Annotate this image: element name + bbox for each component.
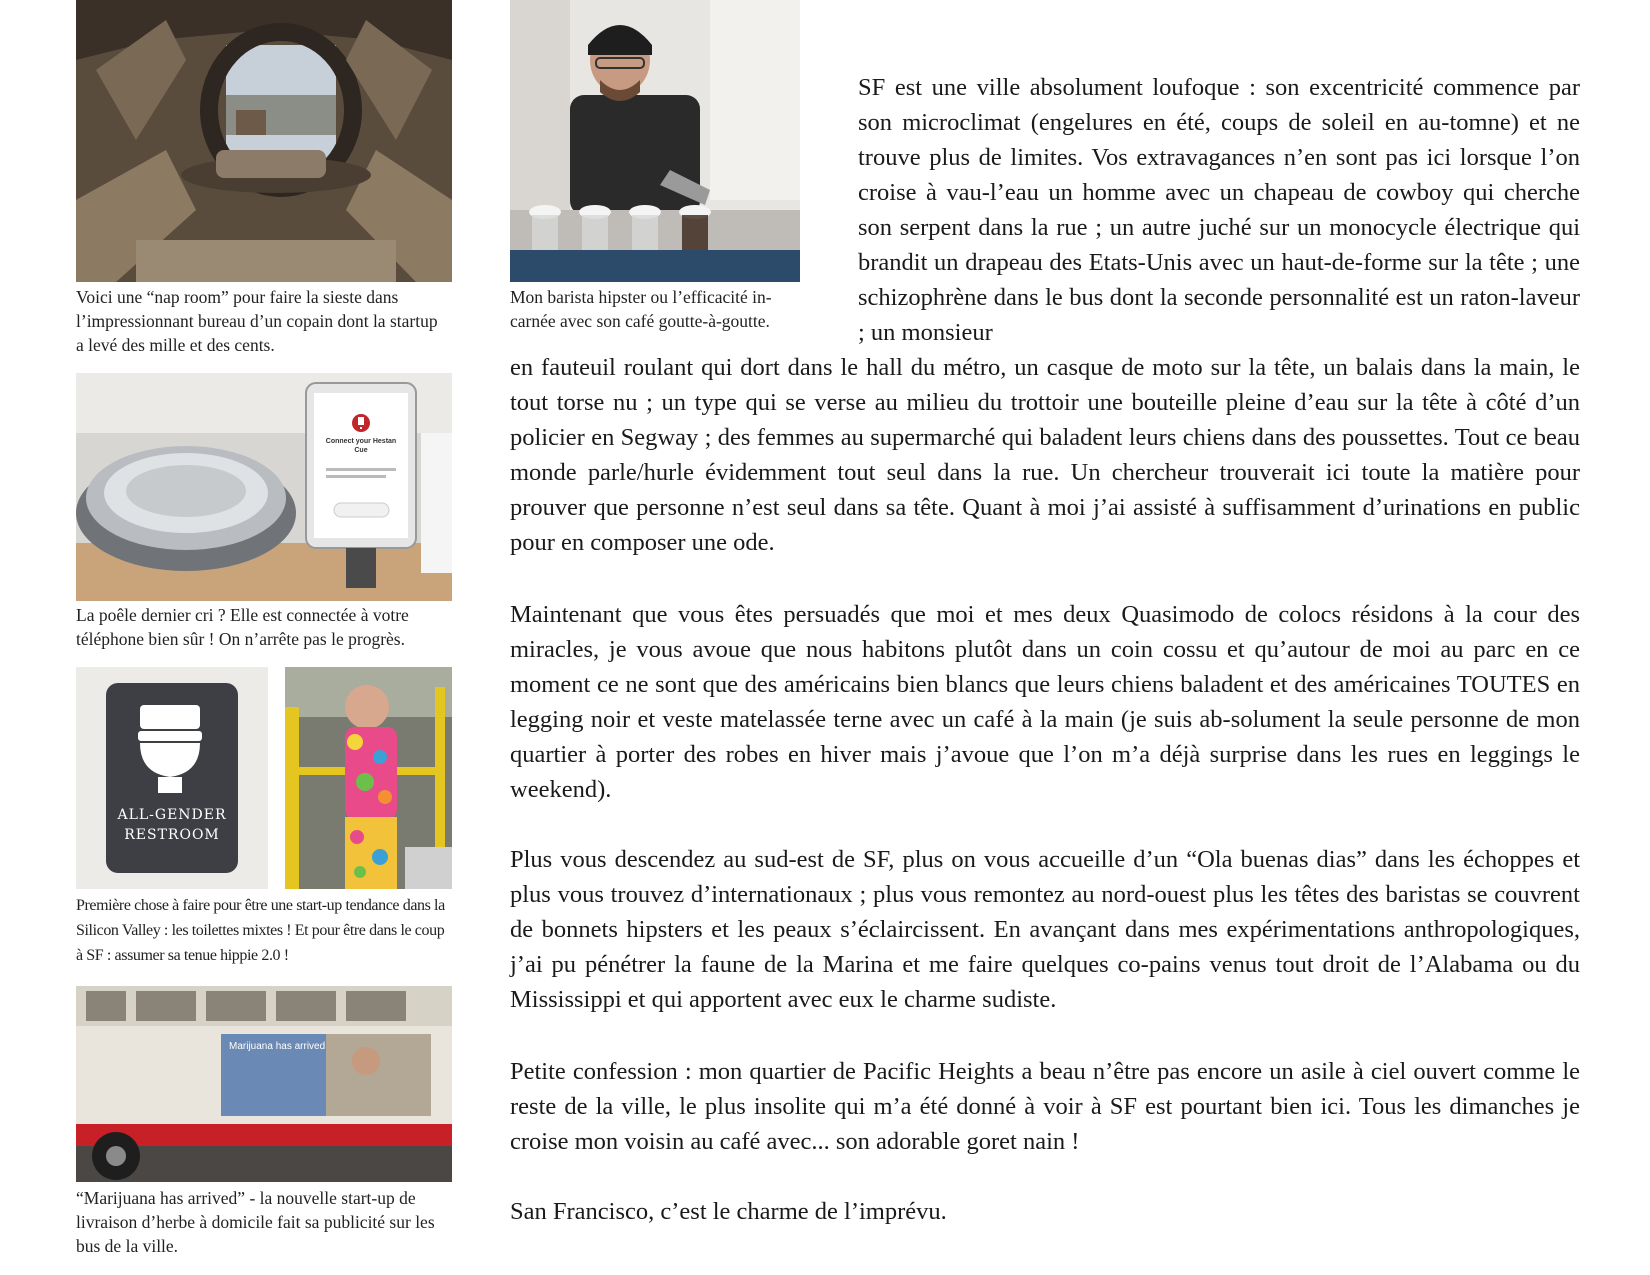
article-paragraph-3: Plus vous descendez au sud-est de SF, plus on vous accueille d’un “Ola buenas dias” dans les échoppes et plus vous trouvez d’internationaux ; plus vous remontez au nord-ouest plus les têtes des baristas se couvrent de bonnets hipsters et les peaux s’éclaircissent. En avançant dans mes expérimentations anthropologiques, j’ai pu pénétrer la faune de la Marina et me faire quelques co-pains venus tout droit de l’Alabama ou du Mississippi et qui apportent avec eux le charme sudiste. xyxy=(510,846,1580,1013)
restroom-sign-photo xyxy=(76,667,268,889)
barista-photo xyxy=(510,0,800,282)
smart-pan-photo xyxy=(76,373,452,601)
hippie-bus-photo xyxy=(285,667,452,889)
restroom-sign-line1: ALL-GENDER xyxy=(117,807,227,823)
article-paragraph-1-top: SF est une ville absolument loufoque : son excentricité commence par son microclimat (engelures en été, coups de soleil en au-tomne) et ne trouve plus de limites. Vos extravagances n’en sont pas ici lorsque l’on croise à vau-l’eau un homme avec un chapeau de cowboy qui cherche son serpent dans la rue ; un autre juché sur un monocycle électrique qui brandit un drapeau des Etats-Unis avec un haut-de-forme sur la tête ; une schizophrène dans le bus dont la seconde personnalité est un raton-laveur ; un monsieur xyxy=(858,74,1580,346)
smart-pan-caption: La poêle dernier cri ? Elle est connectée à votre téléphone bien sûr ! On n’arrête pas le progrès. xyxy=(76,605,409,649)
restroom-sign-line2: RESTROOM xyxy=(124,827,220,843)
bus-ad-caption: “Marijuana has arrived” - la nouvelle start-up de livraison d’herbe à domicile fait sa publicité sur les bus de la ville. xyxy=(76,1188,435,1256)
tablet-screen-text: Connect your Hestan Cue xyxy=(325,438,397,454)
restroom-caption: Première chose à faire pour être une start-up tendance dans la Silicon Valley : les toilettes mixtes ! Et pour être dans le coup à SF : assumer sa tenue hippie 2.0 ! xyxy=(76,897,445,964)
article-paragraph-1-rest: en fauteuil roulant qui dort dans le hall du métro, un casque de moto sur la tête, un balais dans la main, le tout torse nu ; un type qui se verse au milieu du trottoir une bouteille pleine d’eau sur la tête à côté d’un policier en Segway ; des femmes au supermarché qui baladent leurs chiens dans des poussettes. Tout ce beau monde parle/hurle évidemment tout seul dans la rue. Un chercheur trouverait ici toute la matière pour prouver que personne n’est seul dans sa tête. Quant à moi j’ai assisté à suffisamment d’urinations en public pour en composer une ode. xyxy=(510,354,1580,556)
bus-ad-photo xyxy=(76,986,452,1182)
nap-room-photo xyxy=(76,0,452,282)
article-paragraph-4: Petite confession : mon quartier de Pacific Heights a beau n’être pas encore un asile à ciel ouvert comme le reste de la ville, le plus insolite qui m’a été donné à voir à SF est pourtant bien ici. Tous les dimanches je croise mon voisin au café avec... son adorable goret nain ! xyxy=(510,1058,1580,1155)
barista-caption: Mon barista hipster ou l’efficacité in-carnée avec son café goutte-à-goutte. xyxy=(510,287,772,331)
bus-ad-text: Marijuana has arrived xyxy=(229,1041,326,1052)
nap-room-caption: Voici une “nap room” pour faire la sieste dans l’impressionnant bureau d’un copain dont la startup a levé des mille et des cents. xyxy=(76,287,438,355)
article-paragraph-2: Maintenant que vous êtes persuadés que moi et mes deux Quasimodo de colocs résidons à la cour des miracles, je vous avoue que nous habitons plutôt dans un coin cossu et qu’autour de moi au parc en ce moment ce ne sont que des américains bien blancs que leurs chiens baladent et des américaines TOUTES en legging noir et veste matelassée terne avec un café à la main (je suis ab-solument la seule personne de mon quartier à porter des robes en hiver mais j’avoue que l’on m’a déjà surprise dans les rues en leggings le weekend). xyxy=(510,601,1580,803)
article-closing-line: San Francisco, c’est le charme de l’imprévu. xyxy=(510,1198,947,1225)
